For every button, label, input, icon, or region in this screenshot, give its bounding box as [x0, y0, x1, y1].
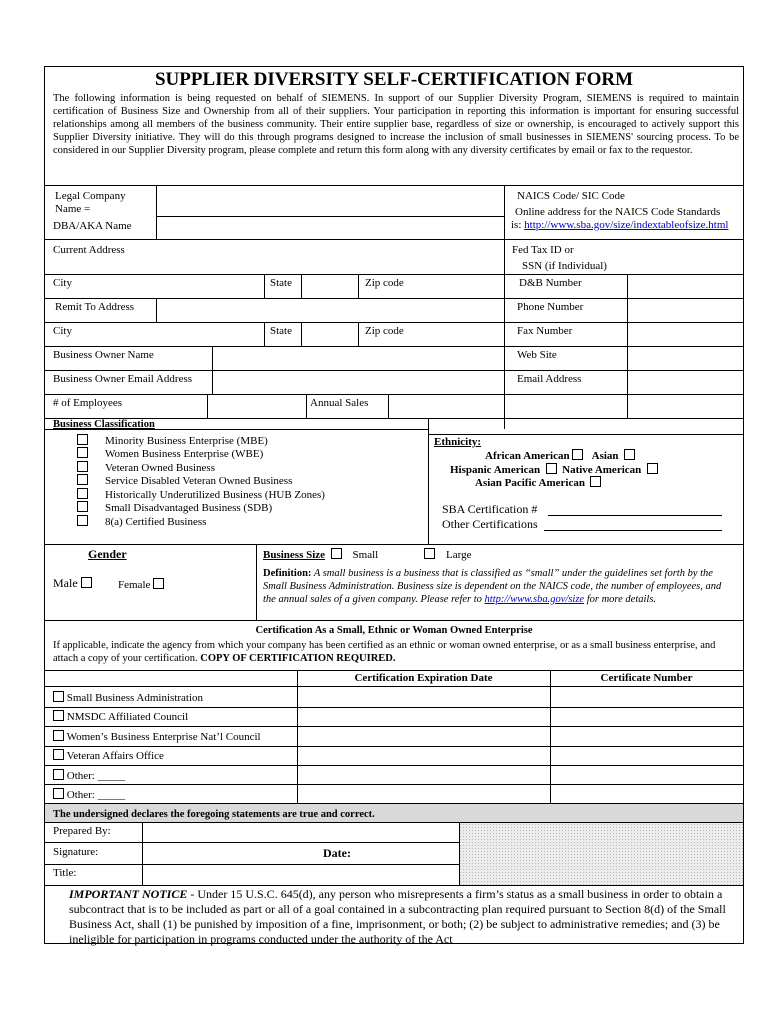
sba-cert-input[interactable] — [548, 515, 722, 516]
expiration-col-header: Certification Expiration Date — [354, 672, 493, 684]
fax-label: Fax Number — [517, 325, 573, 337]
naics-url-line: is: http://www.sba.gov/size/indextableofsize.html — [511, 219, 729, 231]
email-label: Email Address — [517, 373, 582, 385]
certification-text: If applicable, indicate the agency from which your company has been certified as an ethnic or woman owned enterprise, or as a small business enterprise, and attach a copy of your certification. COPY OF CERTIFICATION REQUIRED. — [53, 640, 716, 664]
annual-sales-label: Annual Sales — [310, 397, 369, 409]
veteran-affairs-checkbox[interactable] — [53, 749, 64, 760]
classification-header: Business Classification — [53, 419, 155, 430]
other-agency-label-1: Other: _____ — [66, 770, 126, 782]
title-label: Title: — [53, 867, 77, 879]
disabled-veteran-label: Service Disabled Veteran Owned Business — [105, 475, 293, 487]
sba-agency-label: Small Business Administration — [66, 692, 204, 704]
zip-label: Zip code — [365, 277, 404, 289]
state-label-2: State — [270, 325, 292, 337]
pacific-checkbox[interactable] — [590, 476, 601, 487]
other-agency-label-2: Other: _____ — [66, 789, 126, 801]
size-definition — [263, 567, 735, 606]
definition-label: Definition: — [263, 568, 312, 579]
gender-header: Gender — [88, 547, 127, 561]
date-label: Date: — [323, 846, 351, 860]
definition-end: for more details. — [584, 594, 657, 605]
prepared-by-label: Prepared By: — [53, 825, 111, 837]
veteran-label: Veteran Owned Business — [105, 462, 215, 474]
veteran-affairs-label: Veteran Affairs Office — [66, 750, 164, 762]
mbe-checkbox[interactable] — [77, 434, 88, 445]
ssn-label: SSN (if Individual) — [522, 260, 607, 272]
asian-checkbox[interactable] — [624, 449, 635, 460]
wbenc-checkbox[interactable] — [53, 730, 64, 741]
8a-checkbox[interactable] — [77, 515, 88, 526]
female-label: Female — [118, 579, 151, 591]
sba-agency-checkbox[interactable] — [53, 691, 64, 702]
wbe-label: Women Business Enterprise (WBE) — [105, 448, 264, 460]
sba-cert-label: SBA Certification # — [442, 502, 538, 516]
number-col-header: Certificate Number — [600, 672, 693, 684]
hub-checkbox[interactable] — [77, 488, 88, 499]
nmsdc-label: NMSDC Affiliated Council — [66, 711, 189, 723]
city-label-2: City — [53, 325, 72, 337]
large-label: Large — [446, 549, 472, 561]
title-input[interactable] — [143, 865, 459, 885]
remit-label: Remit To Address — [55, 301, 135, 313]
native-american-label: Native American — [562, 464, 642, 476]
naics-url-link[interactable]: http://www.sba.gov/size/indextableofsize.html — [524, 219, 729, 231]
owner-name-label: Business Owner Name — [53, 349, 154, 361]
8a-label: 8(a) Certified Business — [105, 516, 207, 528]
small-label: Small — [352, 549, 379, 561]
disabled-veteran-checkbox[interactable] — [77, 474, 88, 485]
african-american-checkbox[interactable] — [572, 449, 583, 460]
prepared-by-input[interactable] — [143, 823, 459, 841]
page-title: SUPPLIER DIVERSITY SELF-CERTIFICATION FORM — [154, 69, 634, 90]
notice-label: IMPORTANT NOTICE — [69, 887, 188, 901]
legal-company-label-2: Name = — [55, 203, 91, 215]
certification-form — [44, 66, 744, 944]
owner-email-label: Business Owner Email Address — [53, 373, 193, 385]
certification-header: Certification As a Small, Ethnic or Woman Owned Enterprise — [255, 625, 533, 636]
legal-company-label: Legal Company — [55, 190, 126, 202]
small-checkbox[interactable] — [331, 548, 342, 559]
ethnicity-header: Ethnicity: — [434, 436, 482, 448]
dnb-label: D&B Number — [519, 277, 582, 289]
native-american-checkbox[interactable] — [647, 463, 658, 474]
female-checkbox[interactable] — [153, 578, 164, 589]
other-agency-checkbox-2[interactable] — [53, 788, 64, 799]
legal-company-input[interactable] — [156, 186, 504, 216]
other-cert-input[interactable] — [544, 530, 722, 531]
state-label: State — [270, 277, 292, 289]
large-checkbox[interactable] — [424, 548, 435, 559]
naics-label: NAICS Code/ SIC Code — [517, 190, 625, 202]
zip-label-2: Zip code — [365, 325, 404, 337]
declaration-shaded-area — [459, 823, 743, 885]
fed-tax-label: Fed Tax ID or — [512, 244, 574, 256]
hispanic-checkbox[interactable] — [546, 463, 557, 474]
employees-label: # of Employees — [53, 397, 123, 409]
current-address-input[interactable] — [45, 240, 504, 274]
veteran-checkbox[interactable] — [77, 461, 88, 472]
dba-input[interactable] — [156, 217, 504, 237]
nmsdc-checkbox[interactable] — [53, 710, 64, 721]
notice-text: - Under 15 U.S.C. 645(d), any person who misrepresents a firm’s status as a small business in order to obtain a subcontract that is to be included as part or all of a goal contained in a subcontracting plan required pursuant to Section 8(d) of the Small Business Act, shall (1) be punished by imposition of a fine, imprisonment, or both; (2) be subject to administrative remedies; and (3) be ineligible for participation in programs conducted under the authority of the Act — [69, 887, 726, 946]
phone-label: Phone Number — [517, 301, 584, 313]
current-address-label: Current Address — [53, 244, 125, 256]
male-checkbox[interactable] — [81, 577, 92, 588]
pacific-label: Asian Pacific American — [475, 477, 585, 489]
sdb-label: Small Disadvantaged Business (SDB) — [105, 502, 273, 514]
city-label: City — [53, 277, 72, 289]
asian-label: Asian — [591, 450, 619, 462]
definition-text: A small business is a business that is classified as “small” under the guidelines set forth by the Small Business Administration. Business size is dependent on the NAICS code, the number of employees, and the annual sales of a given company. Please refer to — [263, 568, 722, 605]
other-cert-label: Other Certifications — [442, 517, 538, 531]
website-label: Web Site — [517, 349, 557, 361]
important-notice — [69, 887, 729, 947]
dba-label: DBA/AKA Name — [53, 220, 132, 232]
naics-online-label: Online address for the NAICS Code Standards — [515, 206, 721, 218]
wbenc-label: Women’s Business Enterprise Nat’l Council — [66, 731, 261, 743]
hispanic-label: Hispanic American — [450, 464, 541, 476]
african-american-label: African American — [485, 450, 570, 462]
male-label: Male — [53, 576, 78, 590]
sdb-checkbox[interactable] — [77, 501, 88, 512]
business-size-header: Business Size — [263, 549, 326, 561]
declaration-header: The undersigned declares the foregoing statements are true and correct. — [53, 809, 375, 820]
hub-label: Historically Underutilized Business (HUB Zones) — [105, 489, 325, 501]
wbe-checkbox[interactable] — [77, 447, 88, 458]
other-agency-checkbox-1[interactable] — [53, 769, 64, 780]
signature-input[interactable] — [143, 843, 459, 863]
sba-size-link[interactable]: http://www.sba.gov/size — [484, 594, 585, 605]
intro-paragraph: The following information is being requested on behalf of SIEMENS. In support of our Supplier Diversity Program, SIEMENS is required to maintain certification of Business Size and Ownership from all of their suppliers. Your participation in reporting this information is important for ensuring successful relationships among all members of the business community. Their entire supplier base, regardless of size or ownership, is encouraged to actively support this Supplier Diversity initiative. They will do this through programs designed to increase the inclusion of small businesses in SIEMENS' sourcing process. To be considered in our Supplier Diversity program, please complete and return this form along with any diversity certificates by email or fax to the requestor. — [53, 93, 739, 156]
mbe-label: Minority Business Enterprise (MBE) — [105, 435, 268, 447]
signature-label: Signature: — [53, 846, 99, 858]
